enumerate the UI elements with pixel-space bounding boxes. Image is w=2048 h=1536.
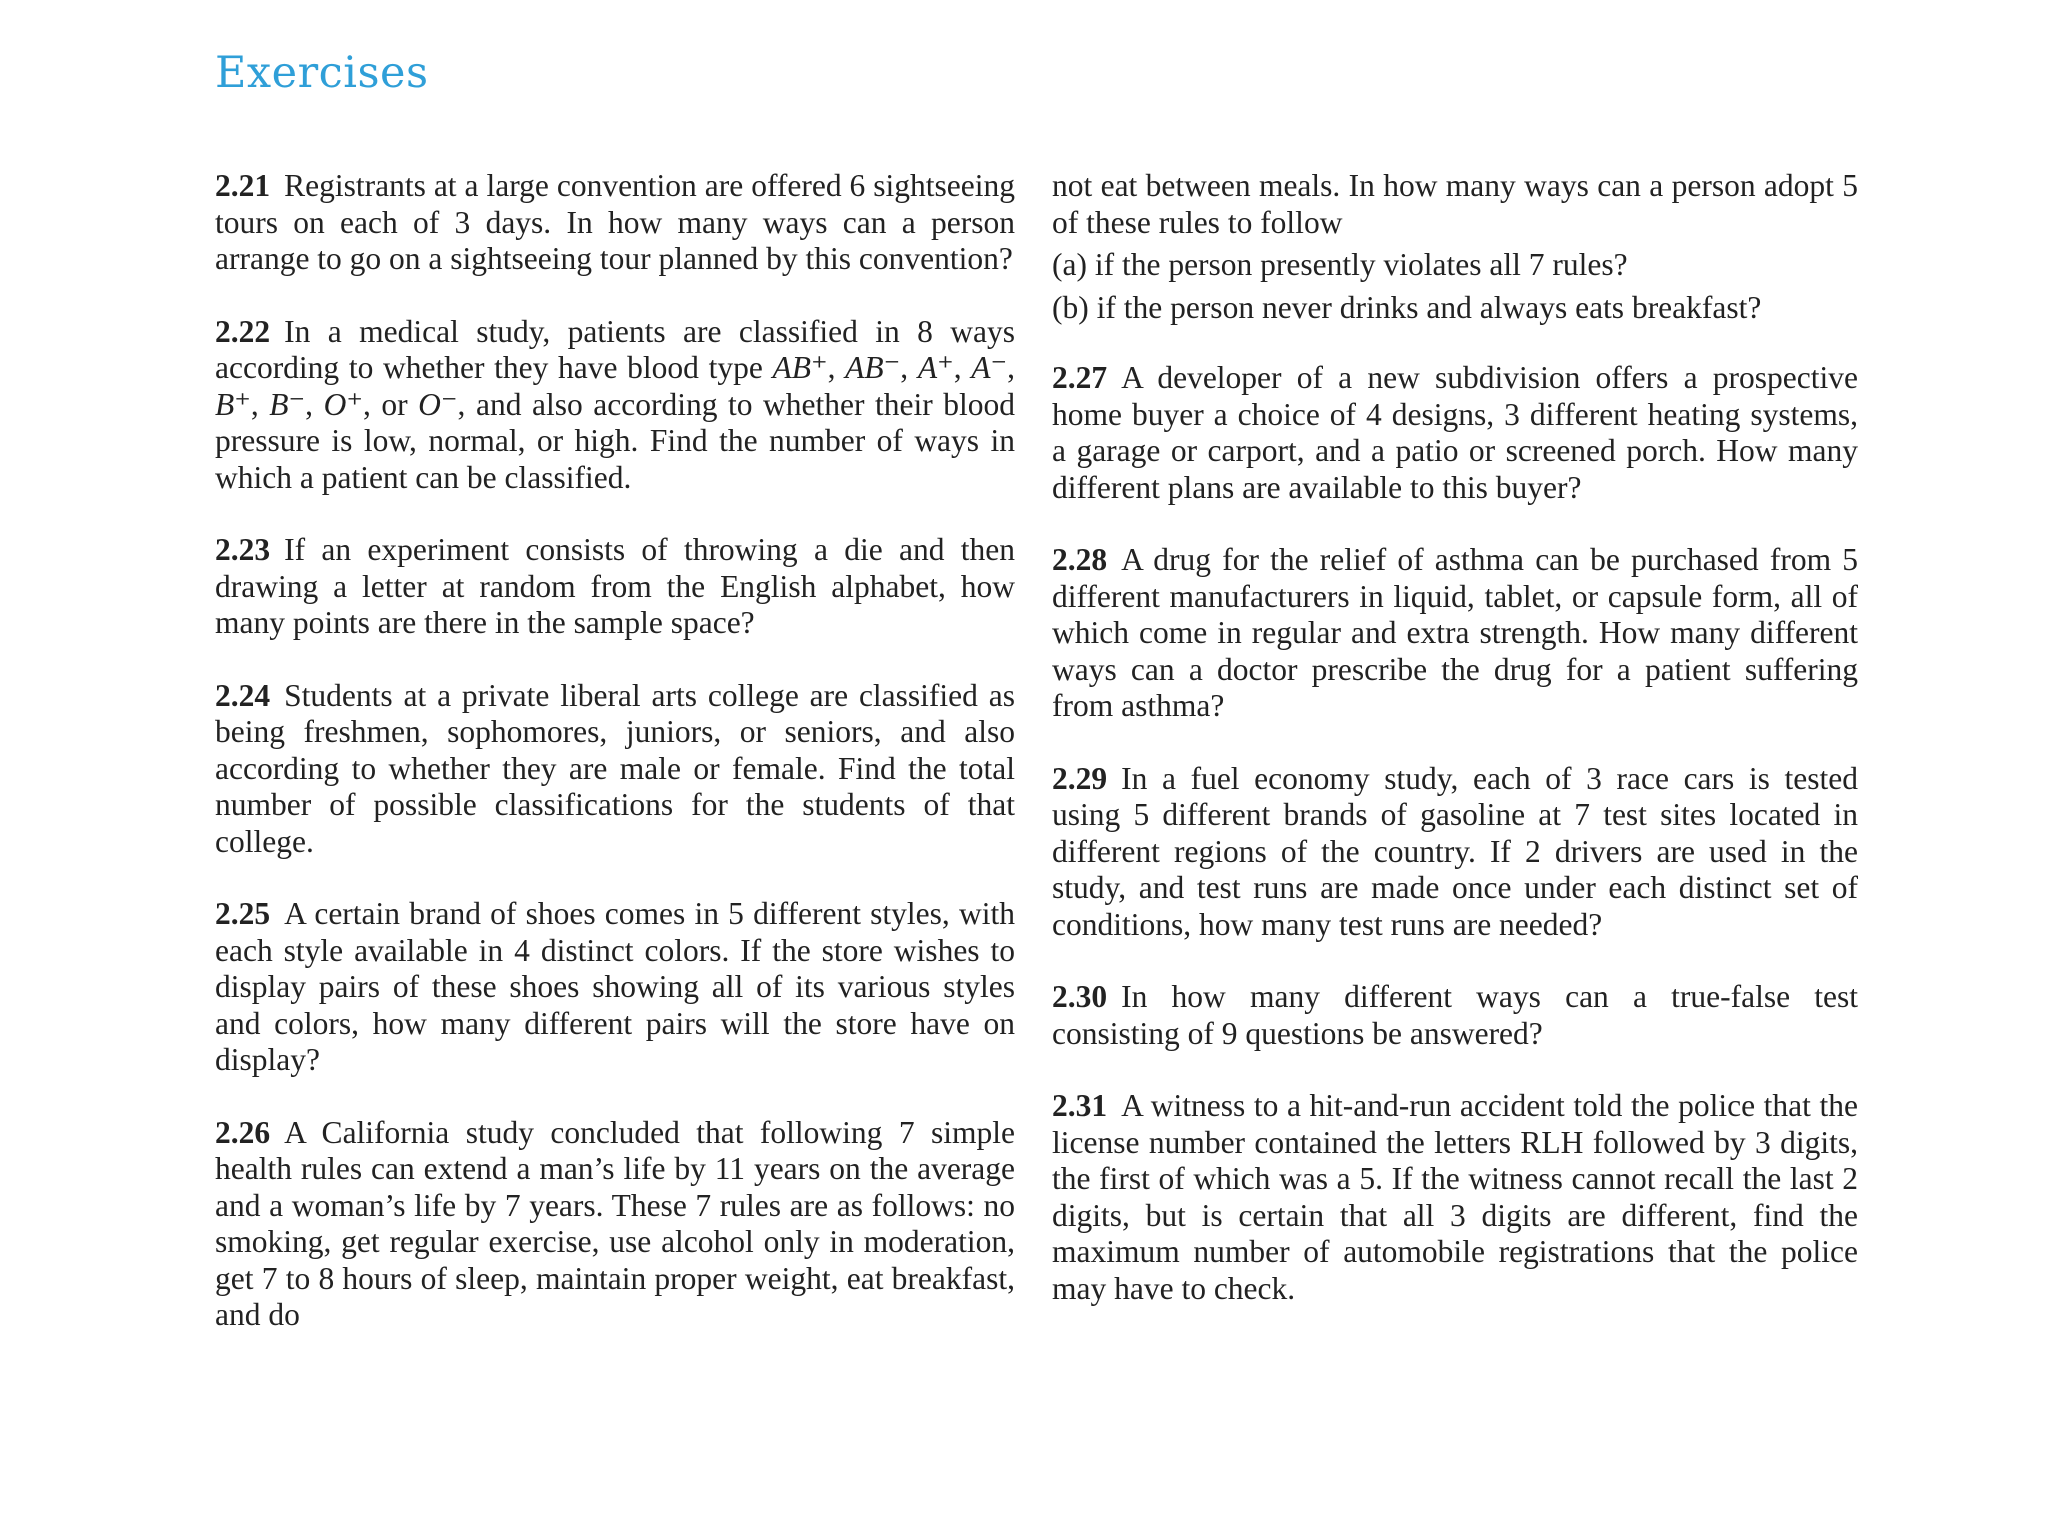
exercise-2-24 [215,678,1015,861]
exercise-text: A certain brand of shoes comes in 5 different styles, with each style available in 4 distinct colors. If the store wishes to display pairs of these shoes showing all of its various styles and colors, how many different pairs will the store have on display? [215,896,1015,1077]
exercise-number: 2.25 [215,896,271,931]
exercise-2-29 [1052,761,1858,944]
blood-type: O⁺ [323,386,363,422]
exercise-text-after: , and also according to whether their blood pressure is low, normal, or high. Find the number of ways in which a patient can be classified. [215,386,1016,495]
exercise-continuation: not eat between meals. In how many ways can a person adopt 5 of these rules to follow [1052,168,1858,240]
exercise-part-b [1052,290,1858,327]
exercise-number: 2.31 [1052,1088,1108,1123]
exercise-part-a [1052,247,1858,284]
exercise-2-26-continued [1052,168,1858,326]
part-label: (a) [1052,247,1087,282]
exercise-text: A witness to a hit-and-run accident told the police that the license number contained the letters RLH followed by 3 digits, the first of which was a 5. If the witness cannot recall the last 2 digits, but is certain that all 3 digits are different, find the maximum number of automobile registrations that the police may have to check. [1052,1088,1858,1306]
exercise-number: 2.26 [215,1114,271,1150]
blood-type: O⁻ [418,386,458,422]
exercise-number: 2.24 [215,677,271,713]
exercise-number: 2.22 [215,313,271,349]
left-column [215,168,1015,1370]
exercise-text: Registrants at a large convention are offered 6 sightseeing tours on each of 3 days. In how many ways can a person arrange to go on a sightseeing tour planned by this convention? [215,168,1015,276]
exercise-2-27 [1052,360,1858,506]
blood-type: A⁻ [971,350,1008,385]
section-title: Exercises [215,48,429,98]
exercise-number: 2.27 [1052,360,1108,395]
exercise-2-28 [1052,542,1858,725]
part-label: (b) [1052,289,1089,325]
right-column [1052,168,1858,1343]
exercise-2-31 [1052,1088,1858,1307]
exercise-number: 2.30 [1052,979,1108,1014]
exercise-2-30 [1052,979,1858,1052]
exercise-text: If an experiment consists of throwing a die and then drawing a letter at random from the English alphabet, how many points are there in the sample space? [215,532,1015,640]
exercise-2-21 [215,168,1015,278]
blood-type: A⁺ [917,350,954,385]
exercise-number: 2.28 [1052,542,1108,577]
blood-type: AB⁻ [845,350,901,385]
exercise-2-22: 2.22 In a medical study, patients are classified in 8 ways according to whether they have blood type AB⁺, AB⁻, A⁺, A⁻, B⁺, B⁻, O⁺, or O⁻, and also according to whether their blood pressure is low, normal, or high. Find the number of ways in which a patient can be classified. [215,313,1016,495]
blood-type: B⁻ [269,386,306,422]
exercise-text: A California study concluded that following 7 simple health rules can extend a man’s life by 11 years on the average and a woman’s life by 7 years. These 7 rules are as follows: no smoking, get regular exercise, use alcohol only in moderation, get 7 to 8 hours of sleep, maintain proper weight, eat breakfast, and do [215,1114,1015,1332]
exercise-number: 2.29 [1052,760,1108,796]
exercise-text: A developer of a new subdivision offers a prospective home buyer a choice of 4 designs, 3 different heating systems, a garage or carport, and a patio or screened porch. How many different plans are available to this buyer? [1052,360,1858,505]
exercise-text: In a fuel economy study, each of 3 race cars is tested using 5 different brands of gasoline at 7 test sites located in different regions of the country. If 2 drivers are used in the study, and test runs are made once under each distinct set of conditions, how many test runs are needed? [1052,760,1858,942]
exercise-text: A drug for the relief of asthma can be purchased from 5 different manufacturers in liquid, tablet, or capsule form, all of which come in regular and extra strength. How many different ways can a doctor prescribe the drug for a patient suffering from asthma? [1052,542,1858,723]
exercise-text: Students at a private liberal arts college are classified as being freshmen, sophomores, juniors, or seniors, and also according to whether they are male or female. Find the total number of possible classifications for the students of that college. [215,677,1015,859]
part-text: if the person presently violates all 7 rules? [1094,247,1628,282]
exercise-number: 2.23 [215,532,271,567]
exercise-2-23 [215,532,1015,642]
blood-type: AB⁺ [772,350,828,385]
blood-type: B⁺ [215,386,251,422]
exercise-text: In how many different ways can a true-false test consisting of 9 questions be answered? [1052,979,1858,1051]
exercise-2-25 [215,896,1015,1079]
exercise-2-26 [215,1115,1015,1334]
exercise-text-before: In a medical study, patients are classified in 8 ways according to whether they have blood type [215,313,1015,385]
part-text: if the person never drinks and always eats breakfast? [1096,289,1762,325]
exercise-number: 2.21 [215,168,271,203]
